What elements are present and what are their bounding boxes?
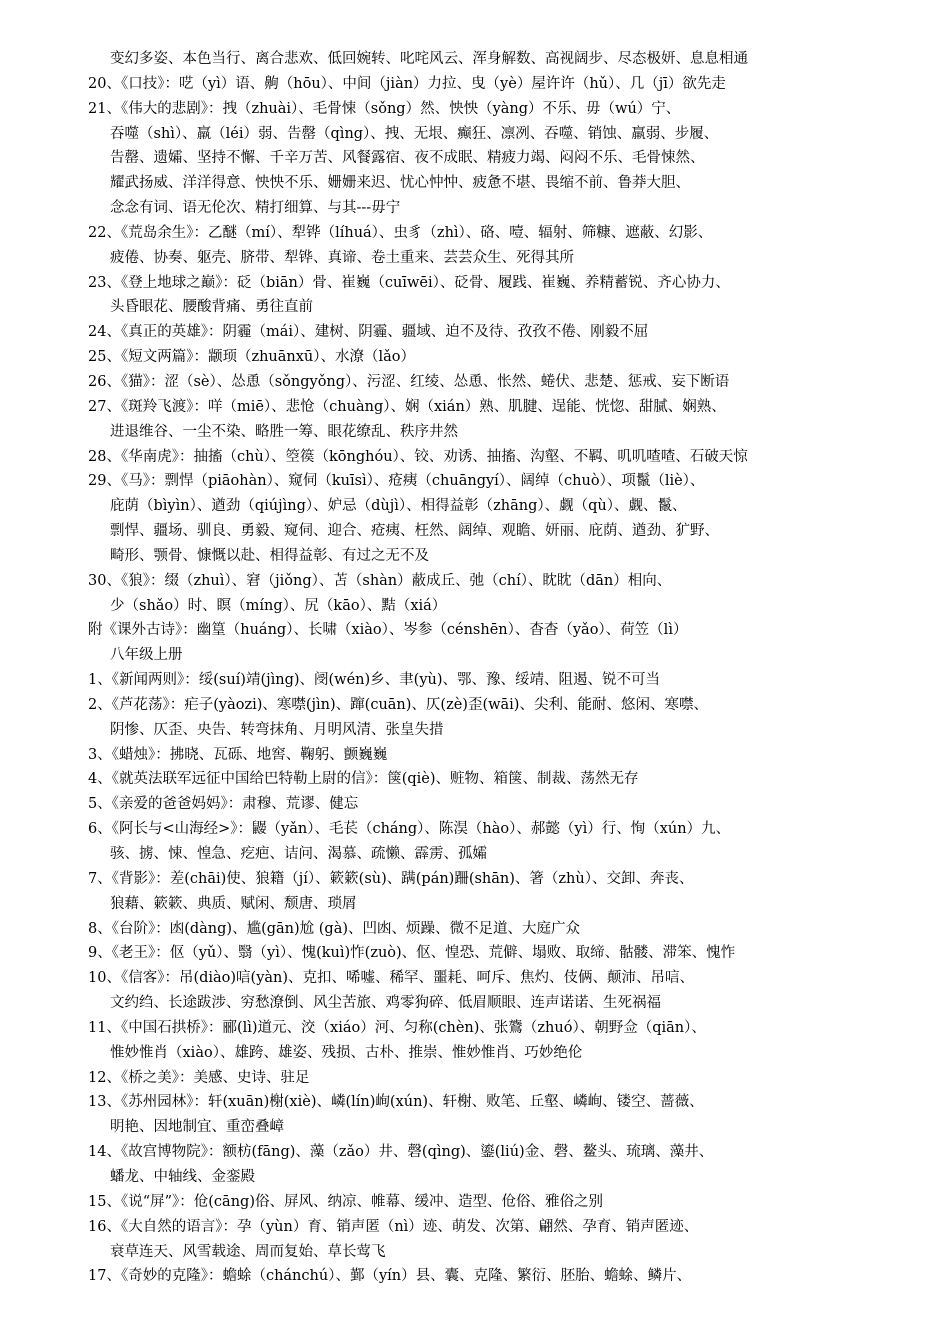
text-line-entry: 21、《伟大的悲剧》：拽（zhuài）、毛骨悚（sǒng）然、怏怏（yàng）不乐、毋（wú）宁、 xyxy=(88,100,681,117)
text-line-continuation: 少（shǎo）时、瞑（míng）、尻（kāo）、黠（xiá） xyxy=(110,597,447,614)
text-line-entry: 6、《阿长与<山海经>》：鼹（yǎn）、毛苌（cháng）、陈淏（hào）、郝懿（yì）行、恂（xún）九、 xyxy=(88,821,731,838)
text-line-continuation: 疲倦、协奏、躯壳、脐带、犁铧、真谛、卷土重来、芸芸众生、死得其所 xyxy=(110,249,574,266)
text-line-continuation: 阴惨、仄歪、央告、转弯抹角、月明风清、张皇失措 xyxy=(110,721,444,738)
text-line-continuation: 进退维谷、一尘不染、略胜一筹、眼花缭乱、秩序井然 xyxy=(110,423,458,440)
text-line-entry: 10、《信客》：吊(diào)唁(yàn)、克扣、唏嘘、稀罕、噩耗、呵斥、焦灼、伎俩、颠沛、吊唁、 xyxy=(88,970,695,987)
text-line-entry: 16、《大自然的语言》：孕（yùn）育、销声匿（nì）迹、萌发、次第、翩然、孕育、销声匿迹、 xyxy=(88,1218,699,1235)
text-line-continuation: 变幻多姿、本色当行、离合悲欢、低回婉转、叱咤风云、浑身解数、高视阔步、尽态极妍、息息相通 xyxy=(110,51,748,67)
text-line-continuation: 念念有词、语无伦次、精打细算、与其---毋宁 xyxy=(110,200,401,217)
text-line-continuation: 狼藉、簌簌、典质、赋闲、颓唐、琐屑 xyxy=(110,895,357,912)
text-line-entry: 26、《猫》：涩（sè）、怂恿（sǒngyǒng）、污涩、红绫、怂恿、怅然、蜷伏、悲楚、惩戒、妄下断语 xyxy=(88,373,730,390)
text-line-entry: 2、《芦花荡》：疟子(yàozi)、寒噤(jìn)、蹿(cuān)、仄(zè)歪(wāi)、尖利、能耐、悠闲、寒噤、 xyxy=(88,696,708,713)
text-line-continuation: 八年级上册 xyxy=(110,647,183,664)
text-line-entry: 3、《蜡烛》：拂晓、瓦砾、地窖、鞠躬、颤巍巍 xyxy=(88,746,388,763)
text-line-entry: 4、《就英法联军远征中国给巴特勒上尉的信》：箧(qiè)、赃物、箱箧、制裁、荡然无存 xyxy=(88,771,639,788)
text-line-continuation: 告罄、遗孀、坚持不懈、千辛万苦、风餐露宿、夜不成眠、精疲力竭、闷闷不乐、毛骨悚然、 xyxy=(110,150,705,167)
text-line-continuation: 耀武扬威、洋洋得意、怏怏不乐、姗姗来迟、忧心忡忡、疲惫不堪、畏缩不前、鲁莽大胆、 xyxy=(110,175,690,192)
text-line-entry: 30、《狼》：缀（zhuì）、窘（jiǒng）、苫（shàn）蔽成丘、弛（chí）、眈眈（dān）相向、 xyxy=(88,572,672,589)
text-line-continuation: 明艳、因地制宜、重峦叠嶂 xyxy=(110,1119,284,1136)
text-line-entry: 12、《桥之美》：美感、史诗、驻足 xyxy=(88,1069,310,1086)
text-line-continuation: 惟妙惟肖（xiào）、雄跨、雄姿、残损、古朴、推崇、惟妙惟肖、巧妙绝伦 xyxy=(110,1044,583,1061)
text-line-continuation: 畸形、颚骨、慷慨以赴、相得益彰、有过之无不及 xyxy=(110,547,429,564)
text-line-entry: 5、《亲爱的爸爸妈妈》：肃穆、荒谬、健忘 xyxy=(88,796,359,813)
text-line-entry: 25、《短文两篇》：颛顼（zhuānxū）、水潦（lǎo） xyxy=(88,349,416,366)
text-line-entry: 7、《背影》：差(chāi)使、狼籍（jí）、簌簌(sù)、蹒(pán)跚(shān)、箸（zhù）、交卸、奔丧、 xyxy=(88,870,694,887)
text-line-entry: 8、《台阶》：凼(dàng)、尴(gān)尬 (gà)、凹凼、烦躁、微不足道、大庭广众 xyxy=(88,920,581,937)
text-line-continuation: 吞噬（shì）、羸（léi）弱、告罄（qìng）、拽、无垠、癫狂、凛冽、吞噬、销蚀、羸弱、步履、 xyxy=(110,125,719,142)
text-line-continuation: 剽悍、疆场、驯良、勇毅、窥伺、迎合、疮痍、枉然、阔绰、观瞻、妍丽、庇荫、遒劲、犷野、 xyxy=(110,523,719,540)
text-line-entry: 17、《奇妙的克隆》：蟾蜍（chánchú）、鄞（yín）县、囊、克隆、繁衍、胚胎、蟾蜍、鳞片、 xyxy=(88,1268,692,1285)
text-line-entry: 13、《苏州园林》：轩(xuān)榭(xiè)、嶙(lín)峋(xún)、轩榭、败笔、丘壑、嶙峋、镂空、蔷薇、 xyxy=(88,1094,704,1111)
text-line-continuation: 蟠龙、中轴线、金銮殿 xyxy=(110,1168,255,1185)
text-line-entry: 29、《马》：剽悍（piāohàn）、窥伺（kuīsì）、疮痍（chuāngyí）、阔绰（chuò）、项鬣（liè）、 xyxy=(88,473,705,490)
text-line-entry: 15、《说“屏”》：伧(cāng)俗、屏风、纳凉、帷幕、缓冲、造型、伧俗、雅俗之别 xyxy=(88,1193,603,1210)
text-line-entry: 11、《中国石拱桥》：郦(lì)道元、洨（xiáo）河、匀称(chèn)、张鷟（zhuó）、朝野佥（qiān）、 xyxy=(88,1019,706,1036)
text-line-entry: 27、《斑羚飞渡》：咩（miē）、悲怆（chuàng）、娴（xián）熟、肌腱、逞能、恍惚、甜腻、娴熟、 xyxy=(88,398,726,415)
text-line-continuation: 头昏眼花、腰酸背痛、勇往直前 xyxy=(110,299,313,316)
text-line-entry: 附《课外古诗》：幽篁（huáng）、长啸（xiào）、岑参（cénshēn）、杳杳（yǎo）、荷笠（lì） xyxy=(88,622,688,639)
text-line-entry: 1、《新闻两则》：绥(suí)靖(jìng)、阌(wén)乡、聿(yù)、鄂、豫、绥靖、阻遏、锐不可当 xyxy=(88,672,661,689)
text-line-entry: 9、《老王》：伛（yǔ）、翳（yì）、愧(kuì)怍(zuò)、伛、惶恐、荒僻、塌败、取缔、骷髅、滞笨、愧怍 xyxy=(88,945,736,962)
text-line-entry: 23、《登上地球之巅》：砭（biān）骨、崔巍（cuīwēi）、砭骨、履践、崔巍、养精蓄锐、齐心协力、 xyxy=(88,274,730,291)
text-line-entry: 20、《口技》：呓（yì）语、齁（hōu）、中间（jiàn）力拉、曳（yè）屋许许（hǔ）、几（jī）欲先走 xyxy=(88,75,726,92)
text-line-continuation: 文约绉、长途跋涉、穷愁潦倒、风尘苦旅、鸡零狗碎、低眉顺眼、连声诺诺、生死祸福 xyxy=(110,995,661,1012)
text-line-entry: 28、《华南虎》：抽搐（chù）、箜篌（kōnghóu）、铰、劝诱、抽搐、沟壑、不羁、叽叽喳喳、石破天惊 xyxy=(88,448,748,465)
text-line-continuation: 衰草连天、风雪载途、周而复始、草长莺飞 xyxy=(110,1243,386,1260)
text-line-entry: 22、《荒岛余生》：乙醚（mí）、犁铧（líhuá）、虫豸（zhì）、硌、噎、辐射、筛糠、遮蔽、幻影、 xyxy=(88,224,713,241)
text-line-continuation: 骇、掳、悚、惶急、疙疤、诘问、渴慕、疏懒、霹雳、孤孀 xyxy=(110,846,487,862)
text-line-continuation: 庇荫（bìyìn）、遒劲（qiújìng）、妒忌（dùjì）、相得益彰（zhāng）、觑（qù）、觑、鬣、 xyxy=(110,498,687,515)
text-line-entry: 14、《故宫博物院》：额枋(fāng)、藻（zǎo）井、磬(qìng)、鎏(liú)金、磬、鳌头、琉璃、藻井、 xyxy=(88,1144,714,1161)
text-line-entry: 24、《真正的英雄》：阴霾（mái）、建树、阴霾、疆域、迫不及待、孜孜不倦、刚毅不屈 xyxy=(88,324,649,341)
